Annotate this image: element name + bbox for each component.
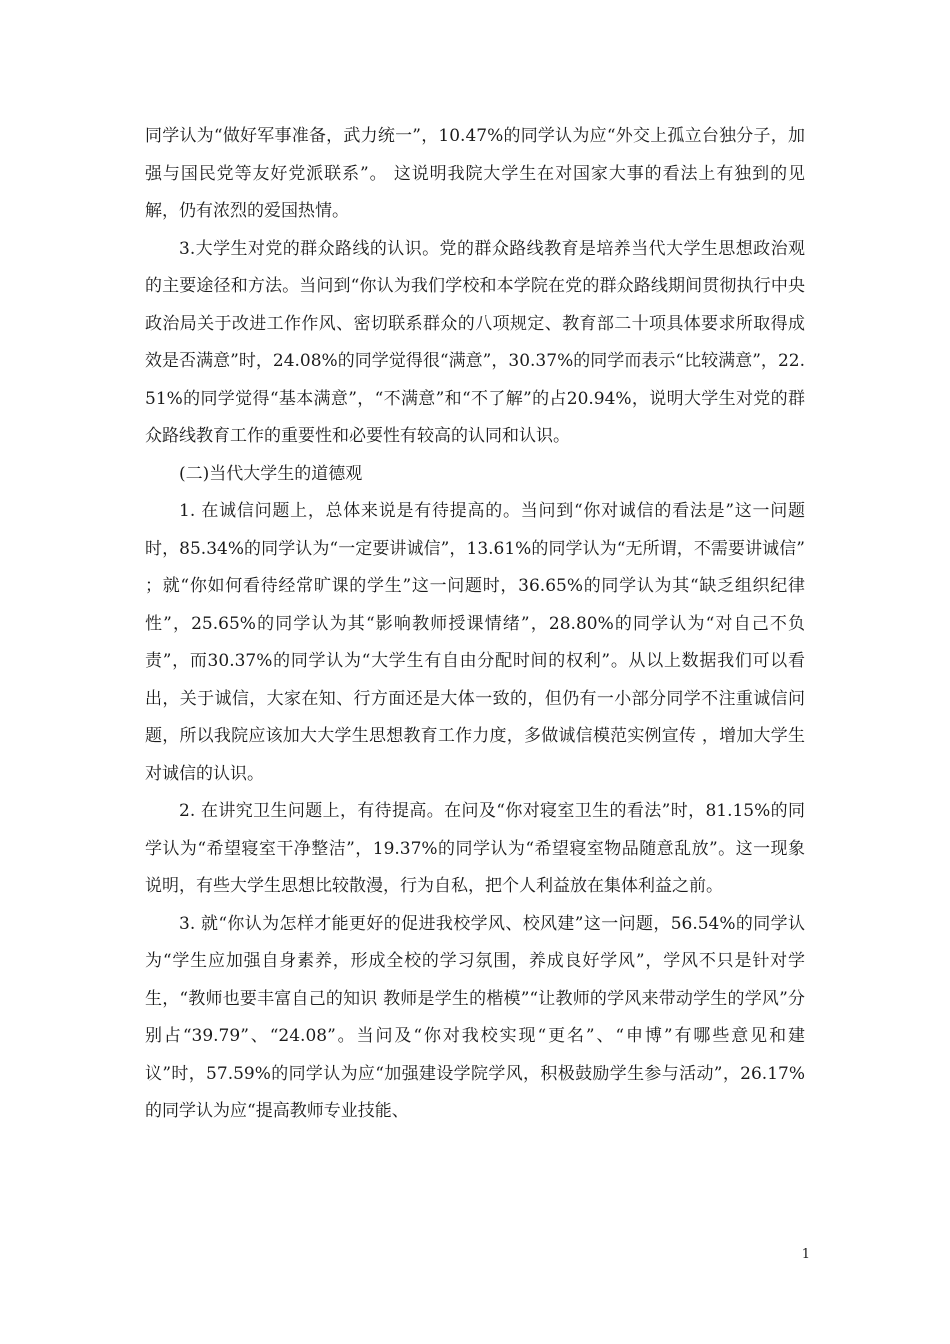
section-heading-moral-view: (二)当代大学生的道德观 [179,463,363,484]
paragraph-hygiene: 2. 在讲究卫生问题上，有待提高。在问及“你对寝室卫生的看法”时，81.15%的同学认为“希望寝室干净整洁”，19.37%的同学认为“希望寝室物品随意乱放”。这一现象说明，有些大学生思想比较散漫，行为自私，把个人利益放在集体利益之前。 [145,801,805,896]
page-number: 1 [801,1247,810,1262]
body-text [145,118,805,1131]
paragraph-taiwan-continuation: 同学认为“做好军事准备，武力统一”，10.47%的同学认为应“外交上孤立台独分子，加强与国民党等友好党派联系”。 这说明我院大学生在对国家大事的看法上有独到的见解，仍有浓烈的爱国热情。 [145,126,805,221]
paragraph-study-style: 3. 就“你认为怎样才能更好的促进我校学风、校风建”这一问题，56.54%的同学认为“学生应加强自身素养，形成全校的学习氛围，养成良好学风”，学风不只是针对学生，“教师也要丰富自己的知识 教师是学生的楷模”“让教师的学风来带动学生的学风”分别占“39.79”、“24.08”。当问及“你对我校实现“更名”、“申博”有哪些意见和建议”时，57.59%的同学认为应“加强建设学院学风，积极鼓励学生参与活动”，26.17%的同学认为应“提高教师专业技能、 [145,913,805,1121]
paragraph-mass-line: 3.大学生对党的群众路线的认识。党的群众路线教育是培养当代大学生思想政治观的主要途径和方法。当问到“你认为我们学校和本学院在党的群众路线期间贯彻执行中央政治局关于改进工作作风、密切联系群众的八项规定、教育部二十项具体要求所取得成效是否满意”时，24.08%的同学觉得很“满意”，30.37%的同学而表示“比较满意”，22.51%的同学觉得“基本满意”，“不满意”和“不了解”的占20.94%，说明大学生对党的群众路线教育工作的重要性和必要性有较高的认同和认识。 [145,238,805,446]
paragraph-integrity: 1. 在诚信问题上，总体来说是有待提高的。当问到“你对诚信的看法是”这一问题时，85.34%的同学认为“一定要讲诚信”，13.61%的同学认为“无所谓，不需要讲诚信” ；就“你如何看待经常旷课的学生”这一问题时，36.65%的同学认为其“缺乏组织纪律性”，25.65%的同学认为其“影响教师授课情绪”，28.80%的同学认为“对自己不负责”，而30.37%的同学认为“大学生有自由分配时间的权利”。从以上数据我们可以看出，关于诚信，大家在知、行方面还是大体一致的，但仍有一小部分同学不注重诚信问题，所以我院应该加大大学生思想教育工作力度，多做诚信模范实例宣传 ，增加大学生对诚信的认识。 [145,501,805,784]
